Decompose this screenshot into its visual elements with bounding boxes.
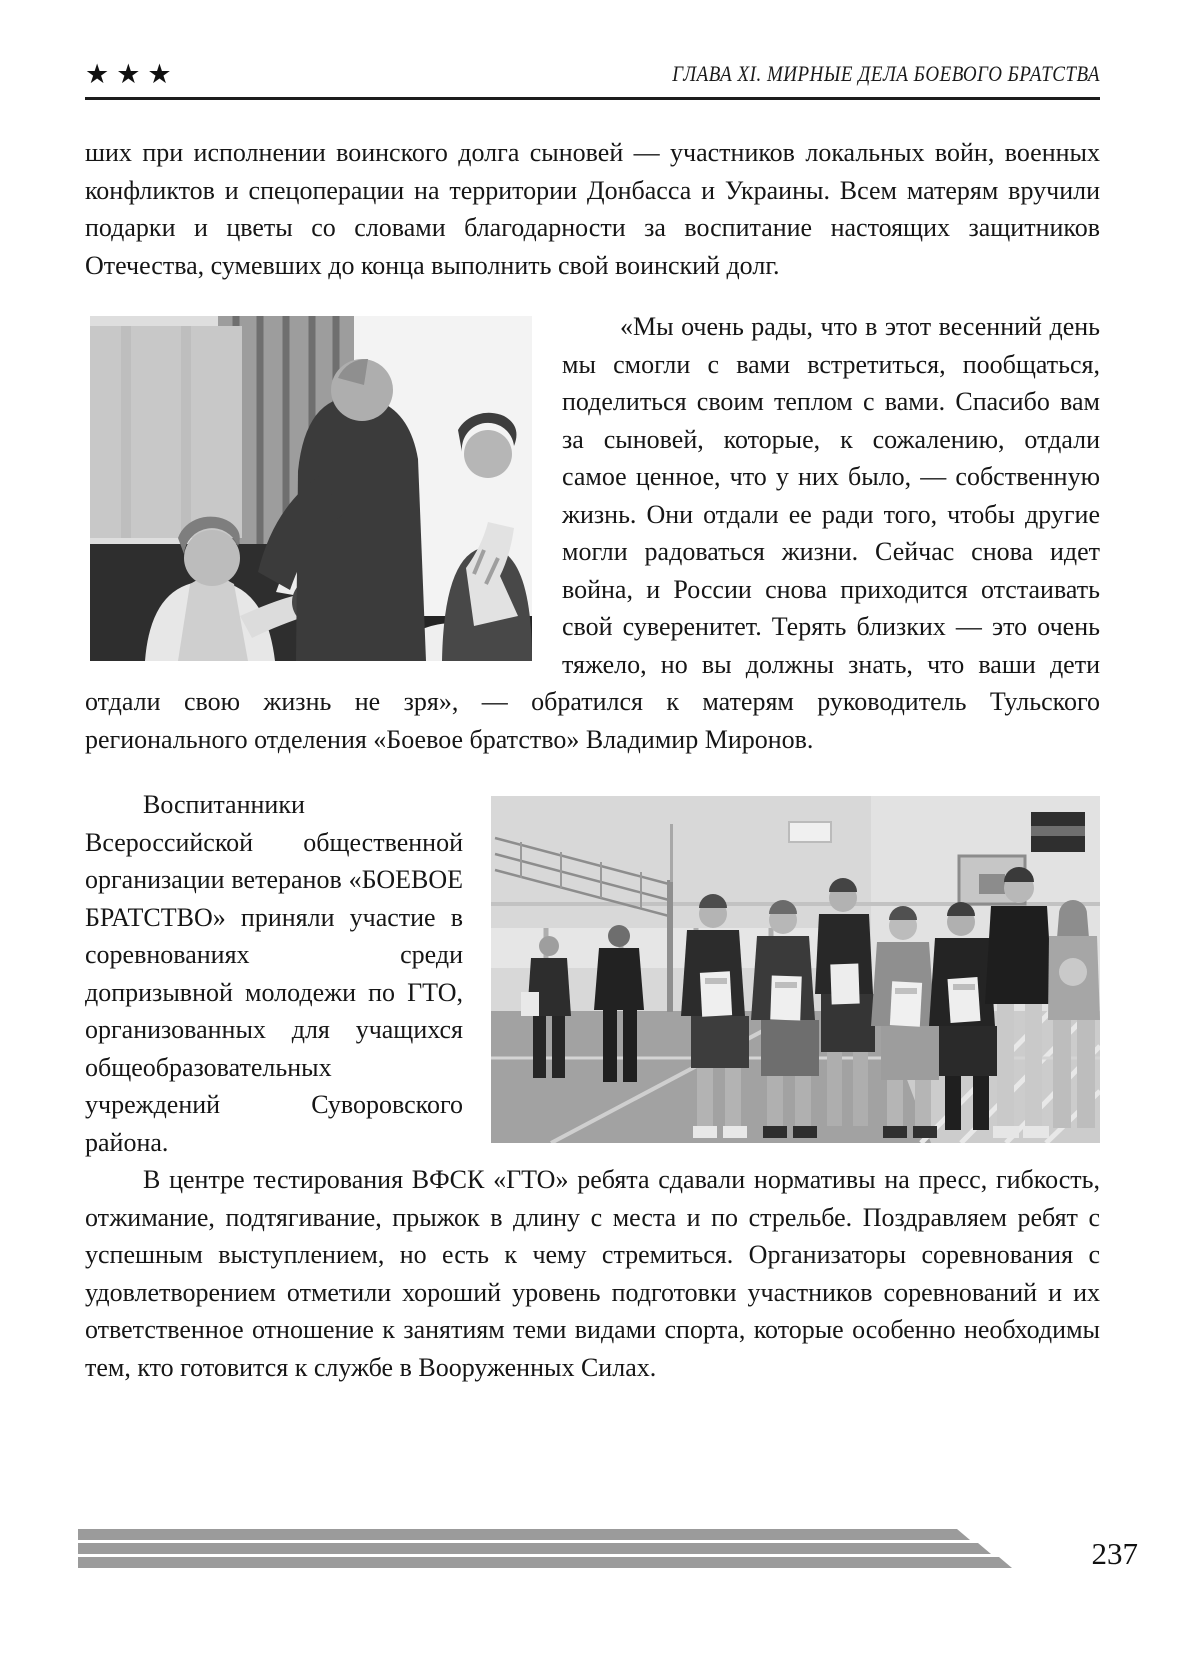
footer-stripe	[78, 1543, 991, 1554]
footer-stripe	[78, 1529, 970, 1540]
star-ornament-icon: ★★★	[85, 59, 179, 89]
footer-stripe	[78, 1557, 1012, 1568]
photo-gto-competition-image	[491, 796, 1100, 1143]
footer-ornament	[78, 1529, 1100, 1568]
quote-paragraph: «Мы очень рады, что в этот весенний день мы смогли с вами встретиться, пообщаться, поделиться своим теплом с вами. Спасибо вам за сыновей, которые, к сожалению, отдали самое ценное, что у них было, — собственную жизнь. Они отдали ее ради того, чтобы другие могли радоваться жизни. Сейчас снова идет война, и России снова приходится отстаивать свой суверенитет. Терять близких — это очень тяжело, но вы должны знать, что ваши дети отдали свою жизнь не зря», — обратился к матерям руководитель Тульского регионального отделения «Боевое братство» Владимир Миронов.	[85, 312, 1100, 754]
paragraph-1: ших при исполнении воинского долга сыновей — участников локальных войн, военных конфликтов и спецоперации на территории Донбасса и Украины. Всем матерям вручили подарки и цветы со словами благодарности за воспитание настоящих защитников Отечества, сумевших до конца выполнить свой воинский долг.	[85, 138, 1100, 280]
footer-stripes	[78, 1529, 1100, 1568]
header-rule	[85, 97, 1100, 100]
chapter-title: ГЛАВА XI. МИРНЫЕ ДЕЛА БОЕВОГО БРАТСТВА	[672, 62, 1100, 87]
page-number: 237	[1091, 1536, 1138, 1571]
photo-gto-competition	[491, 796, 1100, 1143]
page-header	[85, 44, 1100, 88]
photo-award-ceremony	[90, 316, 532, 661]
section2-paragraph-2: В центре тестирования ВФСК «ГТО» ребята сдавали нормативы на пресс, гибкость, отжимание, подтягивание, прыжок в длину с места и по стрельбе. Поздравляем ребят с успешным выступлением, но есть к чему стремиться. Организаторы соревнования с удовлетворением отметили хороший уровень подготовки участников соревнований и их ответственное отношение к занятиям теми видами спорта, которые особенно необходимы тем, кто готовится к службе в Вооруженных Силах.	[85, 1165, 1100, 1382]
photo-award-ceremony-image	[90, 316, 532, 661]
section2-paragraph-1: Воспитанники Всероссийской общественной организации ветеранов «БОЕВОЕ БРАТСТВО» приняли участие в соревнованиях среди допризывной молодежи по ГТО, организованных для учащихся общеобразовательных учреждений Суворовского района.	[85, 790, 463, 1157]
section-award-ceremony	[85, 308, 1100, 758]
section-gto-competition	[85, 786, 1100, 1386]
